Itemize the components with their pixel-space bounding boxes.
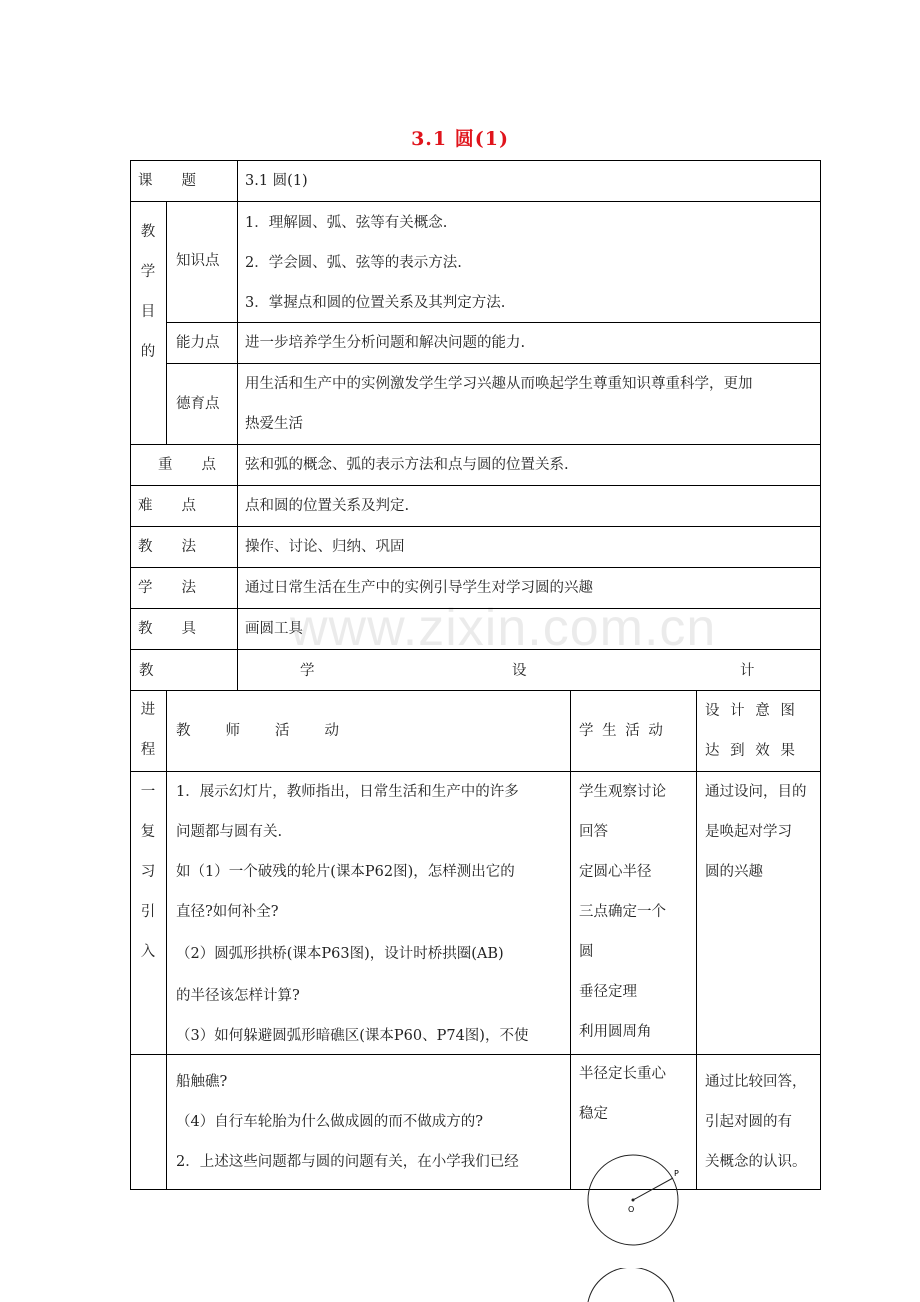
intent-header [705, 691, 798, 771]
teacher-line: （2）圆弧形拱桥(课本P63图)，设计时桥拱圈(AB) [176, 946, 504, 962]
teaching-method-value: 操作、讨论、归纳、巩固 [245, 539, 405, 555]
stage-header-char: 进 [140, 702, 156, 718]
stage-header [138, 690, 158, 770]
teacher-line: （4）自行车轮胎为什么做成圆的而不做成方的? [176, 1114, 483, 1130]
key-point-value: 弦和弧的概念、弧的表示方法和点与圆的位置关系. [245, 457, 569, 473]
table-border [237, 201, 238, 690]
topic-label: 课 题 [138, 173, 196, 189]
topic-value: 3.1 圆(1) [245, 173, 308, 189]
student-line: 稳定 [579, 1106, 608, 1122]
moral-label: 德育点 [176, 396, 220, 412]
table-border [130, 567, 821, 568]
center-point [632, 1199, 635, 1202]
knowledge-item: 2．学会圆、弧、弦等的表示方法. [245, 255, 462, 271]
learning-method-value: 通过日常生活在生产中的实例引导学生对学习圆的兴趣 [245, 580, 593, 596]
learning-method-label: 学 法 [138, 580, 196, 596]
student-line: 垂径定理 [579, 984, 637, 1000]
student-activity-header: 学 生 活 动 [579, 723, 665, 739]
intent-line: 关概念的认识。 [705, 1154, 807, 1170]
teacher-activity-1 [176, 772, 528, 1056]
intent-line: 引起对圆的有 [705, 1114, 792, 1130]
student-activity-1 [579, 772, 666, 1052]
intent-line: 通过比较回答， [705, 1074, 807, 1090]
objectives-label-char: 的 [140, 344, 156, 360]
teacher-line: 1．展示幻灯片，教师指出，日常生活和生产中的许多 [176, 784, 519, 800]
circle-partial-figure [580, 1268, 680, 1302]
table-border [820, 160, 821, 1190]
table-border [696, 690, 697, 1190]
student-line: 圆 [579, 944, 594, 960]
table-border [237, 160, 238, 201]
intent-header-line: 设 计 意 图 [705, 703, 798, 719]
table-border [130, 201, 821, 202]
stage-review-intro [138, 772, 158, 972]
difficulty-value: 点和圆的位置关系及判定. [245, 498, 410, 514]
stage-char: 复 [140, 824, 156, 840]
difficulty-label: 难 点 [138, 498, 196, 514]
student-line: 定圆心半径 [579, 864, 652, 880]
design-header-char: 计 [740, 663, 755, 679]
teacher-line: 的半径该怎样计算? [176, 988, 300, 1004]
student-line: 半径定长重心 [579, 1066, 666, 1082]
stage-char: 习 [140, 864, 156, 880]
stage-header-char: 程 [140, 742, 156, 758]
intent-line: 是唤起对学习 [705, 824, 792, 840]
table-border [130, 160, 821, 161]
teaching-aids-value: 画圆工具 [245, 621, 303, 637]
intent-2 [705, 1062, 807, 1182]
objectives-label-char: 教 [140, 224, 156, 240]
table-border [130, 160, 131, 1190]
intent-1 [705, 772, 807, 892]
design-header-char: 学 [300, 663, 315, 679]
knowledge-item: 1．理解圆、弧、弦等有关概念. [245, 215, 448, 231]
teaching-aids-label: 教 具 [138, 621, 196, 637]
design-header-char: 教 [139, 663, 154, 679]
teacher-line: 船触礁? [176, 1074, 228, 1090]
student-activity-2 [579, 1054, 666, 1134]
page-title: 3.1 圆(1) [411, 128, 509, 150]
stage-char: 入 [140, 944, 156, 960]
knowledge-label: 知识点 [176, 253, 220, 269]
student-line: 利用圆周角 [579, 1024, 652, 1040]
teacher-line: 如（1）一个破残的轮片(课本P62图)，怎样测出它的 [176, 864, 515, 880]
stage-char: 引 [140, 904, 156, 920]
radius-line [633, 1178, 673, 1200]
key-point-label: 重 点 [158, 457, 216, 473]
teacher-line: 直径?如何补全? [176, 904, 279, 920]
table-border [166, 201, 167, 444]
center-label: O [628, 1205, 635, 1214]
ability-text: 进一步培养学生分析问题和解决问题的能力. [245, 335, 526, 351]
table-border [130, 1189, 821, 1190]
student-line: 学生观察讨论 [579, 784, 666, 800]
knowledge-items [245, 203, 505, 323]
student-line: 回答 [579, 824, 608, 840]
point-label: P [674, 1169, 679, 1178]
teacher-line: （3）如何躲避圆弧形暗礁区(课本P60、P74图)，不使 [176, 1028, 529, 1044]
objectives-label [138, 212, 158, 372]
intent-line: 通过设问，目的 [705, 784, 807, 800]
intent-header-line: 达 到 效 果 [705, 743, 798, 759]
objectives-label-char: 目 [140, 304, 156, 320]
teacher-line: 问题都与圆有关. [176, 824, 283, 840]
table-border [130, 526, 821, 527]
table-border [130, 485, 821, 486]
moral-text [245, 364, 753, 444]
watermark: www.zixin.com.cn [290, 599, 717, 657]
teacher-activity-2 [176, 1062, 519, 1182]
student-line: 三点确定一个 [579, 904, 666, 920]
teaching-method-label: 教 法 [138, 539, 196, 555]
knowledge-item: 3．掌握点和圆的位置关系及其判定方法. [245, 295, 506, 311]
objectives-label-char: 学 [140, 264, 156, 280]
table-border [570, 690, 571, 1190]
teacher-activity-header: 教 师 活 动 [176, 723, 341, 739]
intent-line: 圆的兴趣 [705, 864, 763, 880]
circle-arc [588, 1268, 674, 1302]
table-border [130, 444, 821, 445]
teacher-line: 2．上述这些问题都与圆的问题有关，在小学我们已经 [176, 1154, 519, 1170]
design-header-char: 设 [512, 663, 527, 679]
ability-label: 能力点 [176, 335, 220, 351]
moral-text-line: 热爱生活 [245, 416, 303, 432]
moral-text-line: 用生活和生产中的实例激发学生学习兴趣从而唤起学生尊重知识尊重科学，更加 [245, 376, 753, 392]
stage-char: 一 [140, 784, 156, 800]
table-border [166, 690, 167, 1190]
circle-figure [580, 1150, 690, 1250]
